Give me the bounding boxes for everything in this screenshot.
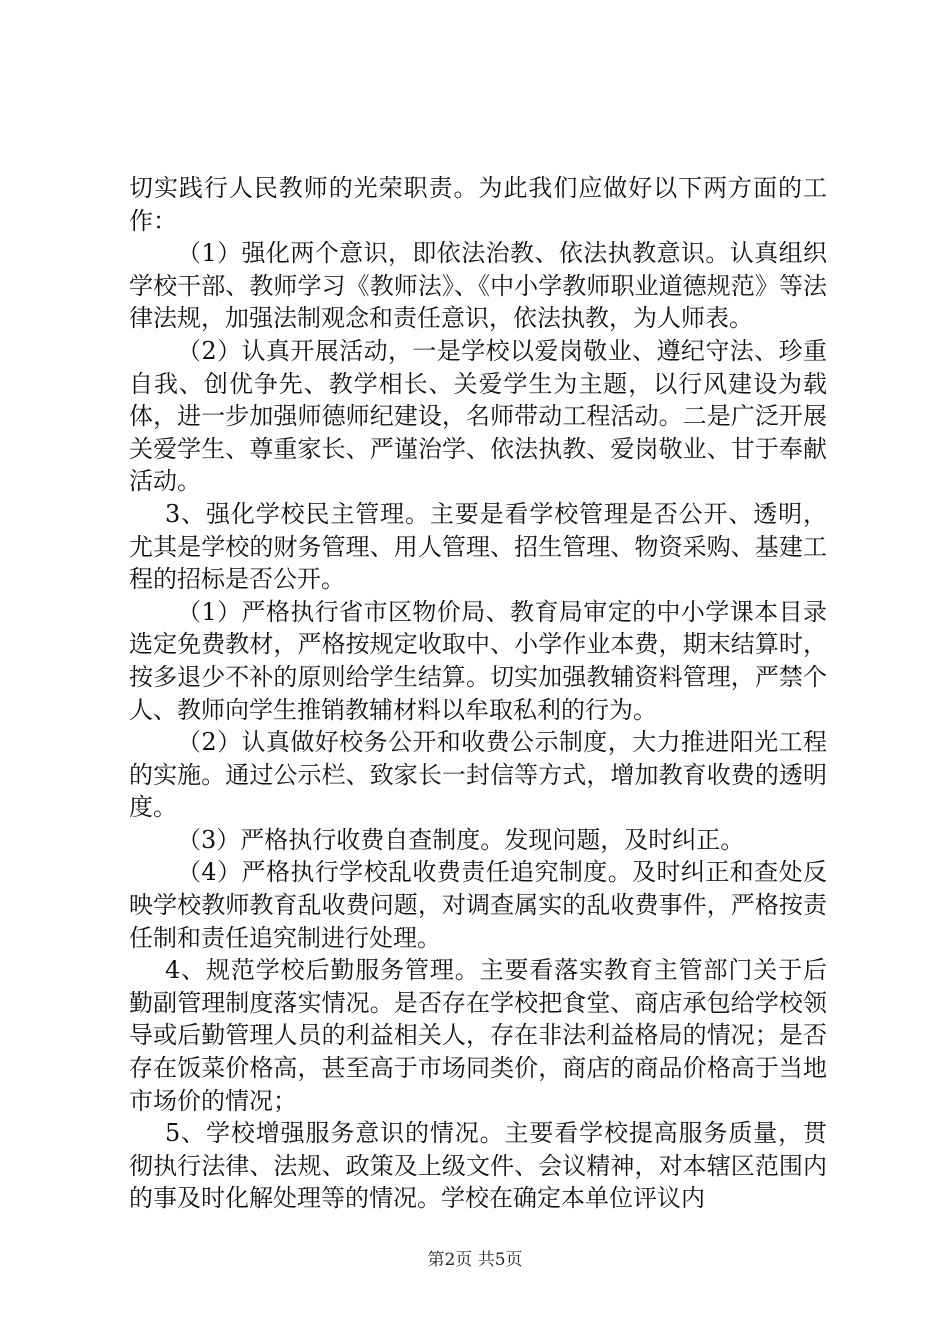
paragraph: 5、学校增强服务意识的情况。主要看学校提高服务质量，贯彻执行法律、法规、政策及上级文件、会议精神，对本辖区范围内的事及时化解处理等的情况。学校在确定本单位评议内: [129, 1119, 827, 1213]
page-footer: 第2页 共5页: [427, 1250, 523, 1270]
paragraph: 4、规范学校后勤服务管理。主要看落实教育主管部门关于后勤副管理制度落实情况。是否存在学校把食堂、商店承包给学校领导或后勤管理人员的利益相关人，存在非法利益格局的情况；是否存在饭菜价格高，甚至高于市场同类价，商店的商品价格高于当地市场价的情况；: [129, 956, 827, 1115]
paragraph: 3、强化学校民主管理。主要是看学校管理是否公开、透明，尤其是学校的财务管理、用人管理、招生管理、物资采购、基建工程的招标是否公开。: [129, 499, 827, 594]
paragraph: （1）严格执行省市区物价局、教育局审定的中小学课本目录选定免费教材，严格按规定收取中、小学作业本费，期末结算时，按多退少不补的原则给学生结算。切实加强教辅资料管理，严禁个人、教师向学生推销教辅材料以牟取私利的行为。: [129, 597, 827, 724]
document-body: [129, 172, 827, 1215]
paragraph: 切实践行人民教师的光荣职责。为此我们应做好以下两方面的工作：: [129, 174, 827, 235]
paragraph: （4）严格执行学校乱收费责任追究制度。及时纠正和查处反映学校教师教育乱收费问题，对调查属实的乱收费事件，严格按责任制和责任追究制进行处理。: [129, 858, 827, 952]
paragraph: （3）严格执行收费自查制度。发现问题，及时纠正。: [177, 825, 745, 854]
paragraph: （1）强化两个意识，即依法治教、依法执教意识。认真组织学校干部、教师学习《教师法》、《中小学教师职业道德规范》等法律法规，加强法制观念和责任意识，依法执教，为人师表。: [129, 239, 827, 333]
paragraph: （2）认真做好校务公开和收费公示制度，大力推进阳光工程的实施。通过公示栏、致家长一封信等方式，增加教育收费的透明度。: [129, 728, 827, 822]
paragraph: （2）认真开展活动，一是学校以爱岗敬业、遵纪守法、珍重自我、创优争先、教学相长、关爱学生为主题，以行风建设为载体，进一步加强师德师纪建设，名师带动工程活动。二是广泛开展关爱学生、尊重家长、严谨治学、依法执教、爱岗敬业、甘于奉献活动。: [129, 336, 827, 496]
